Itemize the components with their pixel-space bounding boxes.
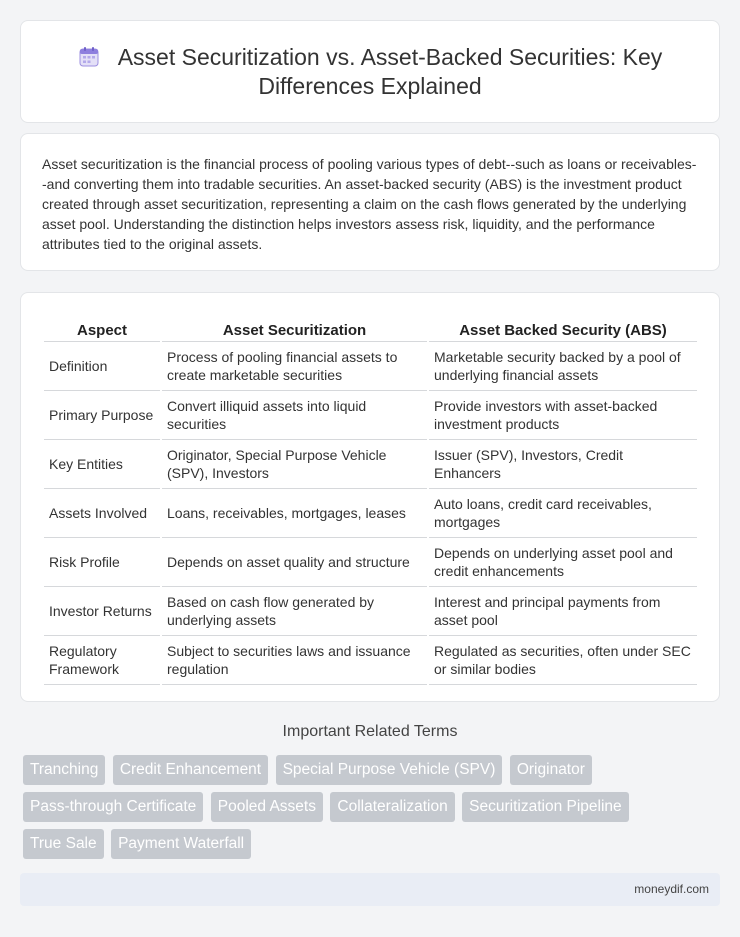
row-aspect: Definition [44,342,160,391]
table-row [44,538,697,587]
tag-true-sale[interactable]: True Sale [23,829,104,859]
page-title-wrap [21,43,719,101]
row-abs: Depends on underlying asset pool and credit enhancements [429,538,697,587]
row-abs: Issuer (SPV), Investors, Credit Enhancers [429,440,697,489]
comparison-card [20,292,720,702]
row-abs: Auto loans, credit card receivables, mortgages [429,489,697,538]
row-aspect: Investor Returns [44,587,160,636]
row-abs: Provide investors with asset-backed investment products [429,391,697,440]
row-aspect: Regulatory Framework [44,636,160,685]
footer [20,873,720,906]
row-aspect: Assets Involved [44,489,160,538]
table-row [44,342,697,391]
page-title: Asset Securitization vs. Asset-Backed Securities: Key Differences Explained [117,44,663,99]
row-securitization: Convert illiquid assets into liquid securities [162,391,427,440]
table-row [44,489,697,538]
row-aspect: Risk Profile [44,538,160,587]
calendar-icon [78,46,100,68]
table-row [44,636,697,685]
table-row [44,587,697,636]
tag-spv[interactable]: Special Purpose Vehicle (SPV) [276,755,503,785]
row-securitization: Depends on asset quality and structure [162,538,427,587]
related-terms-list [23,755,703,866]
table-row [44,440,697,489]
tag-pooled-assets[interactable]: Pooled Assets [211,792,323,822]
row-securitization: Process of pooling financial assets to create marketable securities [162,342,427,391]
intro-paragraph: Asset securitization is the financial process of pooling various types of debt--such as loans or receivables--and converting them into tradable securities. An asset-backed security (ABS) is the investment product created through asset securitization, representing a claim on the cash flows generated by the underlying asset pool. Understanding the distinction helps investors assess risk, liquidity, and the performance attributes tied to the original assets. [42,156,697,252]
row-securitization: Subject to securities laws and issuance regulation [162,636,427,685]
footer-site[interactable]: moneydif.com [634,882,709,896]
title-card [20,20,720,123]
header-aspect: Aspect [44,314,160,342]
row-abs: Regulated as securities, often under SEC or similar bodies [429,636,697,685]
row-securitization: Based on cash flow generated by underlying assets [162,587,427,636]
tag-collateralization[interactable]: Collateralization [330,792,454,822]
row-aspect: Key Entities [44,440,160,489]
tag-pass-through-certificate[interactable]: Pass-through Certificate [23,792,203,822]
intro-card [20,133,720,271]
row-abs: Interest and principal payments from asset pool [429,587,697,636]
tag-originator[interactable]: Originator [510,755,592,785]
tag-payment-waterfall[interactable]: Payment Waterfall [111,829,251,859]
header-asset-securitization: Asset Securitization [162,314,427,342]
table-row [44,391,697,440]
table-header-row [44,314,697,342]
tag-securitization-pipeline[interactable]: Securitization Pipeline [462,792,629,822]
row-abs: Marketable security backed by a pool of underlying financial assets [429,342,697,391]
related-terms-heading: Important Related Terms [282,723,458,740]
comparison-table [42,314,699,685]
tag-tranching[interactable]: Tranching [23,755,105,785]
row-securitization: Loans, receivables, mortgages, leases [162,489,427,538]
row-securitization: Originator, Special Purpose Vehicle (SPV), Investors [162,440,427,489]
row-aspect: Primary Purpose [44,391,160,440]
tag-credit-enhancement[interactable]: Credit Enhancement [113,755,268,785]
header-abs: Asset Backed Security (ABS) [429,314,697,342]
